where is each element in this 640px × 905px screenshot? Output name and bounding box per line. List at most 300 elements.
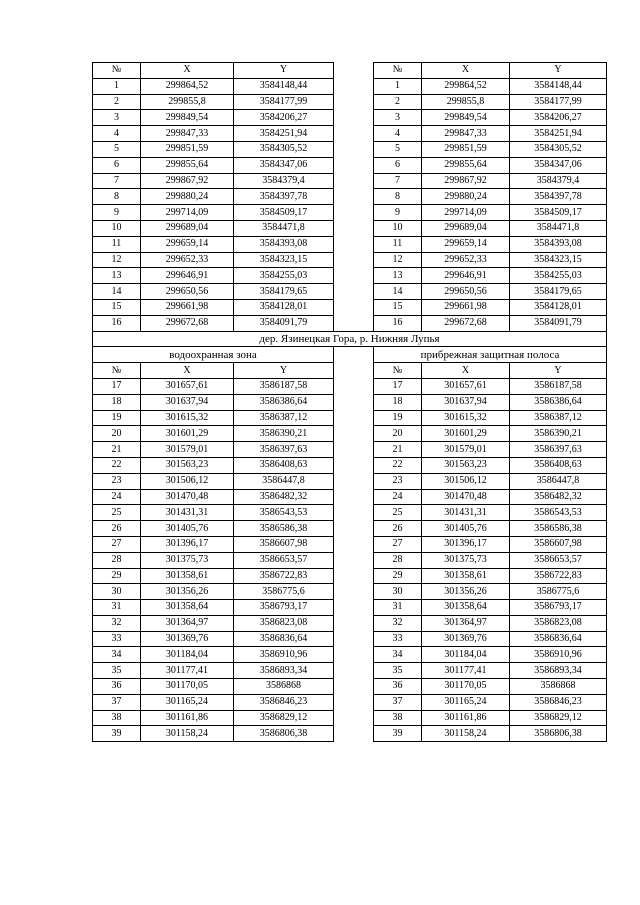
x-coordinate-left: 299650,56 (141, 284, 234, 300)
point-number-right: 14 (374, 284, 422, 300)
y-coordinate-right: 3586846,23 (510, 694, 607, 710)
y-coordinate-right: 3584091,79 (510, 315, 607, 331)
x-coordinate-right: 301657,61 (422, 378, 510, 394)
x-coordinate-left: 299847,33 (141, 126, 234, 142)
y-coordinate-left: 3586387,12 (234, 410, 334, 426)
x-coordinate-left: 299714,09 (141, 205, 234, 221)
point-number-right: 7 (374, 173, 422, 189)
point-number-right: 5 (374, 141, 422, 157)
point-number-right: 35 (374, 663, 422, 679)
y-coordinate-left: 3586653,57 (234, 552, 334, 568)
y-coordinate-right: 3584323,15 (510, 252, 607, 268)
table-row (93, 568, 607, 584)
y-coordinate-left: 3586386,64 (234, 394, 334, 410)
table-row (93, 710, 607, 726)
table-gap (334, 126, 374, 142)
x-coordinate-left: 301184,04 (141, 647, 234, 663)
x-coordinate-left: 301358,64 (141, 600, 234, 616)
x-coordinate-right: 299646,91 (422, 268, 510, 284)
table-row (93, 284, 607, 300)
table-gap (334, 220, 374, 236)
table-row (93, 442, 607, 458)
point-number-left: 19 (93, 410, 141, 426)
table-row (93, 205, 607, 221)
y-coordinate-right: 3586893,34 (510, 663, 607, 679)
table-gap (334, 94, 374, 110)
table-row (93, 410, 607, 426)
table-gap (334, 584, 374, 600)
point-number-right: 10 (374, 220, 422, 236)
x-coordinate-right: 299672,68 (422, 315, 510, 331)
header-row (93, 63, 607, 79)
x-coordinate-left: 301470,48 (141, 489, 234, 505)
table-gap (334, 647, 374, 663)
x-coordinate-left: 301161,86 (141, 710, 234, 726)
table-row (93, 426, 607, 442)
point-number-right: 15 (374, 299, 422, 315)
table-row (93, 489, 607, 505)
header-y-right: Y (510, 363, 607, 379)
y-coordinate-right: 3586868 (510, 679, 607, 695)
zone-subtitle-row (93, 347, 607, 363)
y-coordinate-right: 3586397,63 (510, 442, 607, 458)
table-gap (334, 473, 374, 489)
x-coordinate-right: 301637,94 (422, 394, 510, 410)
header-num-left: № (93, 63, 141, 79)
header-num-right: № (374, 63, 422, 79)
point-number-right: 33 (374, 631, 422, 647)
table-gap (334, 710, 374, 726)
header-num-left: № (93, 363, 141, 379)
y-coordinate-right: 3584148,44 (510, 78, 607, 94)
y-coordinate-left: 3586482,32 (234, 489, 334, 505)
point-number-left: 8 (93, 189, 141, 205)
table-gap (334, 663, 374, 679)
header-row (93, 363, 607, 379)
table-gap (334, 252, 374, 268)
table-row (93, 647, 607, 663)
point-number-right: 21 (374, 442, 422, 458)
table-row (93, 521, 607, 537)
x-coordinate-left: 301375,73 (141, 552, 234, 568)
y-coordinate-left: 3584091,79 (234, 315, 334, 331)
y-coordinate-right: 3586806,38 (510, 726, 607, 742)
y-coordinate-left: 3586893,34 (234, 663, 334, 679)
x-coordinate-left: 299855,64 (141, 157, 234, 173)
table-row (93, 110, 607, 126)
x-coordinate-right: 301158,24 (422, 726, 510, 742)
x-coordinate-right: 299652,33 (422, 252, 510, 268)
y-coordinate-left: 3586586,38 (234, 521, 334, 537)
y-coordinate-left: 3586722,83 (234, 568, 334, 584)
point-number-right: 26 (374, 521, 422, 537)
y-coordinate-left: 3586390,21 (234, 426, 334, 442)
point-number-right: 31 (374, 600, 422, 616)
x-coordinate-left: 299855,8 (141, 94, 234, 110)
table-gap (334, 442, 374, 458)
point-number-left: 27 (93, 536, 141, 552)
x-coordinate-right: 301356,26 (422, 584, 510, 600)
point-number-right: 6 (374, 157, 422, 173)
table-gap (334, 694, 374, 710)
y-coordinate-left: 3586408,63 (234, 457, 334, 473)
header-x-left: X (141, 63, 234, 79)
table-gap (334, 268, 374, 284)
table-gap (334, 315, 374, 331)
point-number-right: 34 (374, 647, 422, 663)
header-x-right: X (422, 63, 510, 79)
y-coordinate-right: 3586775,6 (510, 584, 607, 600)
y-coordinate-left: 3584379,4 (234, 173, 334, 189)
table-gap (334, 141, 374, 157)
x-coordinate-left: 301506,12 (141, 473, 234, 489)
y-coordinate-left: 3586868 (234, 679, 334, 695)
table-gap (334, 521, 374, 537)
point-number-right: 36 (374, 679, 422, 695)
point-number-left: 33 (93, 631, 141, 647)
point-number-left: 22 (93, 457, 141, 473)
y-coordinate-left: 3584177,99 (234, 94, 334, 110)
y-coordinate-left: 3586607,98 (234, 536, 334, 552)
point-number-left: 38 (93, 710, 141, 726)
x-coordinate-right: 301506,12 (422, 473, 510, 489)
table-gap (334, 110, 374, 126)
point-number-right: 8 (374, 189, 422, 205)
point-number-left: 3 (93, 110, 141, 126)
point-number-left: 2 (93, 94, 141, 110)
table-row (93, 694, 607, 710)
point-number-left: 4 (93, 126, 141, 142)
x-coordinate-right: 301184,04 (422, 647, 510, 663)
point-number-right: 27 (374, 536, 422, 552)
point-number-right: 3 (374, 110, 422, 126)
table-gap (334, 394, 374, 410)
table-row (93, 78, 607, 94)
point-number-left: 29 (93, 568, 141, 584)
x-coordinate-left: 301637,94 (141, 394, 234, 410)
header-x-left: X (141, 363, 234, 379)
point-number-right: 9 (374, 205, 422, 221)
table-row (93, 631, 607, 647)
point-number-right: 4 (374, 126, 422, 142)
point-number-left: 28 (93, 552, 141, 568)
x-coordinate-right: 301369,76 (422, 631, 510, 647)
x-coordinate-right: 299851,59 (422, 141, 510, 157)
table-row (93, 220, 607, 236)
x-coordinate-right: 301396,17 (422, 536, 510, 552)
y-coordinate-left: 3586910,96 (234, 647, 334, 663)
y-coordinate-right: 3586386,64 (510, 394, 607, 410)
y-coordinate-left: 3586806,38 (234, 726, 334, 742)
point-number-left: 36 (93, 679, 141, 695)
x-coordinate-right: 299714,09 (422, 205, 510, 221)
y-coordinate-right: 3584509,17 (510, 205, 607, 221)
x-coordinate-left: 299659,14 (141, 236, 234, 252)
point-number-right: 1 (374, 78, 422, 94)
table-gap (334, 631, 374, 647)
x-coordinate-right: 301165,24 (422, 694, 510, 710)
point-number-right: 30 (374, 584, 422, 600)
x-coordinate-left: 301158,24 (141, 726, 234, 742)
y-coordinate-right: 3586447,8 (510, 473, 607, 489)
y-coordinate-right: 3586187,58 (510, 378, 607, 394)
point-number-left: 35 (93, 663, 141, 679)
y-coordinate-left: 3586846,23 (234, 694, 334, 710)
point-number-right: 38 (374, 710, 422, 726)
table-row (93, 600, 607, 616)
point-number-left: 23 (93, 473, 141, 489)
point-number-left: 30 (93, 584, 141, 600)
y-coordinate-left: 3584397,78 (234, 189, 334, 205)
table-row (93, 584, 607, 600)
x-coordinate-left: 299880,24 (141, 189, 234, 205)
point-number-left: 32 (93, 615, 141, 631)
table-row (93, 663, 607, 679)
x-coordinate-right: 299661,98 (422, 299, 510, 315)
y-coordinate-left: 3584255,03 (234, 268, 334, 284)
table-gap (334, 284, 374, 300)
y-coordinate-right: 3586482,32 (510, 489, 607, 505)
x-coordinate-right: 301161,86 (422, 710, 510, 726)
x-coordinate-right: 301177,41 (422, 663, 510, 679)
table-gap (334, 426, 374, 442)
x-coordinate-left: 301615,32 (141, 410, 234, 426)
table-row (93, 299, 607, 315)
x-coordinate-right: 299847,33 (422, 126, 510, 142)
table-row (93, 726, 607, 742)
table-row (93, 679, 607, 695)
table-row (93, 189, 607, 205)
table-row (93, 552, 607, 568)
x-coordinate-left: 299851,59 (141, 141, 234, 157)
y-coordinate-right: 3584347,06 (510, 157, 607, 173)
right-zone-subtitle: прибрежная защитная полоса (374, 347, 607, 363)
y-coordinate-right: 3584179,65 (510, 284, 607, 300)
point-number-right: 37 (374, 694, 422, 710)
x-coordinate-left: 301369,76 (141, 631, 234, 647)
y-coordinate-right: 3586823,08 (510, 615, 607, 631)
coordinates-table (92, 62, 607, 742)
y-coordinate-left: 3584179,65 (234, 284, 334, 300)
point-number-right: 22 (374, 457, 422, 473)
point-number-left: 5 (93, 141, 141, 157)
x-coordinate-left: 301364,97 (141, 615, 234, 631)
point-number-left: 25 (93, 505, 141, 521)
point-number-right: 24 (374, 489, 422, 505)
y-coordinate-right: 3586586,38 (510, 521, 607, 537)
point-number-right: 11 (374, 236, 422, 252)
table-gap (334, 63, 374, 79)
table-gap (334, 679, 374, 695)
x-coordinate-left: 299646,91 (141, 268, 234, 284)
point-number-left: 15 (93, 299, 141, 315)
y-coordinate-right: 3586408,63 (510, 457, 607, 473)
y-coordinate-left: 3586829,12 (234, 710, 334, 726)
y-coordinate-right: 3586793,17 (510, 600, 607, 616)
x-coordinate-left: 301358,61 (141, 568, 234, 584)
table-gap (334, 726, 374, 742)
x-coordinate-left: 301657,61 (141, 378, 234, 394)
point-number-right: 28 (374, 552, 422, 568)
y-coordinate-right: 3586390,21 (510, 426, 607, 442)
x-coordinate-left: 301579,01 (141, 442, 234, 458)
point-number-left: 14 (93, 284, 141, 300)
x-coordinate-right: 299867,92 (422, 173, 510, 189)
point-number-left: 10 (93, 220, 141, 236)
table-gap (334, 457, 374, 473)
x-coordinate-right: 299880,24 (422, 189, 510, 205)
x-coordinate-right: 299855,8 (422, 94, 510, 110)
y-coordinate-right: 3586653,57 (510, 552, 607, 568)
x-coordinate-right: 301601,29 (422, 426, 510, 442)
x-coordinate-right: 301431,31 (422, 505, 510, 521)
table-gap (334, 363, 374, 379)
y-coordinate-left: 3586823,08 (234, 615, 334, 631)
table-gap (334, 505, 374, 521)
point-number-left: 26 (93, 521, 141, 537)
x-coordinate-right: 301358,64 (422, 600, 510, 616)
y-coordinate-right: 3584255,03 (510, 268, 607, 284)
table-gap (334, 615, 374, 631)
table-gap (334, 173, 374, 189)
y-coordinate-left: 3586775,6 (234, 584, 334, 600)
table-gap (334, 157, 374, 173)
y-coordinate-left: 3586543,53 (234, 505, 334, 521)
x-coordinate-left: 299661,98 (141, 299, 234, 315)
y-coordinate-left: 3586397,63 (234, 442, 334, 458)
y-coordinate-right: 3584305,52 (510, 141, 607, 157)
section-title-row (93, 331, 607, 347)
point-number-left: 31 (93, 600, 141, 616)
y-coordinate-right: 3584251,94 (510, 126, 607, 142)
point-number-right: 39 (374, 726, 422, 742)
table-row (93, 173, 607, 189)
x-coordinate-right: 299849,54 (422, 110, 510, 126)
x-coordinate-right: 301358,61 (422, 568, 510, 584)
y-coordinate-right: 3584393,08 (510, 236, 607, 252)
table-gap (334, 299, 374, 315)
table-row (93, 378, 607, 394)
left-zone-subtitle: водоохранная зона (93, 347, 334, 363)
x-coordinate-right: 299855,64 (422, 157, 510, 173)
header-y-left: Y (234, 63, 334, 79)
table-row (93, 157, 607, 173)
y-coordinate-left: 3586187,58 (234, 378, 334, 394)
point-number-right: 25 (374, 505, 422, 521)
y-coordinate-right: 3586722,83 (510, 568, 607, 584)
x-coordinate-right: 301563,23 (422, 457, 510, 473)
x-coordinate-left: 299672,68 (141, 315, 234, 331)
point-number-left: 6 (93, 157, 141, 173)
point-number-left: 1 (93, 78, 141, 94)
table-gap (334, 205, 374, 221)
point-number-left: 39 (93, 726, 141, 742)
table-row (93, 315, 607, 331)
point-number-left: 9 (93, 205, 141, 221)
x-coordinate-left: 301563,23 (141, 457, 234, 473)
x-coordinate-left: 301356,26 (141, 584, 234, 600)
x-coordinate-left: 299652,33 (141, 252, 234, 268)
y-coordinate-left: 3584128,01 (234, 299, 334, 315)
y-coordinate-right: 3584471,8 (510, 220, 607, 236)
point-number-right: 2 (374, 94, 422, 110)
point-number-left: 7 (93, 173, 141, 189)
x-coordinate-left: 299849,54 (141, 110, 234, 126)
x-coordinate-left: 299689,04 (141, 220, 234, 236)
header-y-right: Y (510, 63, 607, 79)
point-number-right: 13 (374, 268, 422, 284)
header-y-left: Y (234, 363, 334, 379)
table-gap (334, 78, 374, 94)
x-coordinate-right: 299689,04 (422, 220, 510, 236)
point-number-right: 19 (374, 410, 422, 426)
y-coordinate-left: 3584471,8 (234, 220, 334, 236)
y-coordinate-left: 3584148,44 (234, 78, 334, 94)
table-row (93, 473, 607, 489)
y-coordinate-right: 3586910,96 (510, 647, 607, 663)
y-coordinate-left: 3584347,06 (234, 157, 334, 173)
y-coordinate-left: 3584393,08 (234, 236, 334, 252)
x-coordinate-left: 301170,05 (141, 679, 234, 695)
table-gap (334, 489, 374, 505)
y-coordinate-right: 3584177,99 (510, 94, 607, 110)
x-coordinate-right: 301470,48 (422, 489, 510, 505)
x-coordinate-right: 301170,05 (422, 679, 510, 695)
y-coordinate-left: 3584305,52 (234, 141, 334, 157)
table-row (93, 268, 607, 284)
y-coordinate-left: 3586447,8 (234, 473, 334, 489)
x-coordinate-left: 301405,76 (141, 521, 234, 537)
y-coordinate-right: 3586829,12 (510, 710, 607, 726)
table-row (93, 615, 607, 631)
x-coordinate-right: 301579,01 (422, 442, 510, 458)
table-row (93, 94, 607, 110)
table-gap (334, 410, 374, 426)
point-number-left: 34 (93, 647, 141, 663)
table-gap (334, 236, 374, 252)
table-gap (334, 189, 374, 205)
point-number-left: 21 (93, 442, 141, 458)
point-number-left: 12 (93, 252, 141, 268)
x-coordinate-right: 301615,32 (422, 410, 510, 426)
point-number-left: 37 (93, 694, 141, 710)
y-coordinate-right: 3586836,64 (510, 631, 607, 647)
x-coordinate-right: 299864,52 (422, 78, 510, 94)
y-coordinate-right: 3584128,01 (510, 299, 607, 315)
table-row (93, 126, 607, 142)
x-coordinate-left: 301601,29 (141, 426, 234, 442)
point-number-left: 18 (93, 394, 141, 410)
x-coordinate-right: 301375,73 (422, 552, 510, 568)
x-coordinate-left: 299864,52 (141, 78, 234, 94)
table-gap (334, 536, 374, 552)
table-row (93, 536, 607, 552)
coordinates-table-body (93, 63, 607, 742)
y-coordinate-left: 3584251,94 (234, 126, 334, 142)
point-number-right: 12 (374, 252, 422, 268)
y-coordinate-right: 3586607,98 (510, 536, 607, 552)
x-coordinate-left: 301396,17 (141, 536, 234, 552)
point-number-left: 16 (93, 315, 141, 331)
point-number-right: 29 (374, 568, 422, 584)
point-number-right: 23 (374, 473, 422, 489)
point-number-right: 18 (374, 394, 422, 410)
point-number-left: 13 (93, 268, 141, 284)
header-x-right: X (422, 363, 510, 379)
y-coordinate-left: 3586793,17 (234, 600, 334, 616)
table-gap (334, 600, 374, 616)
table-row (93, 236, 607, 252)
